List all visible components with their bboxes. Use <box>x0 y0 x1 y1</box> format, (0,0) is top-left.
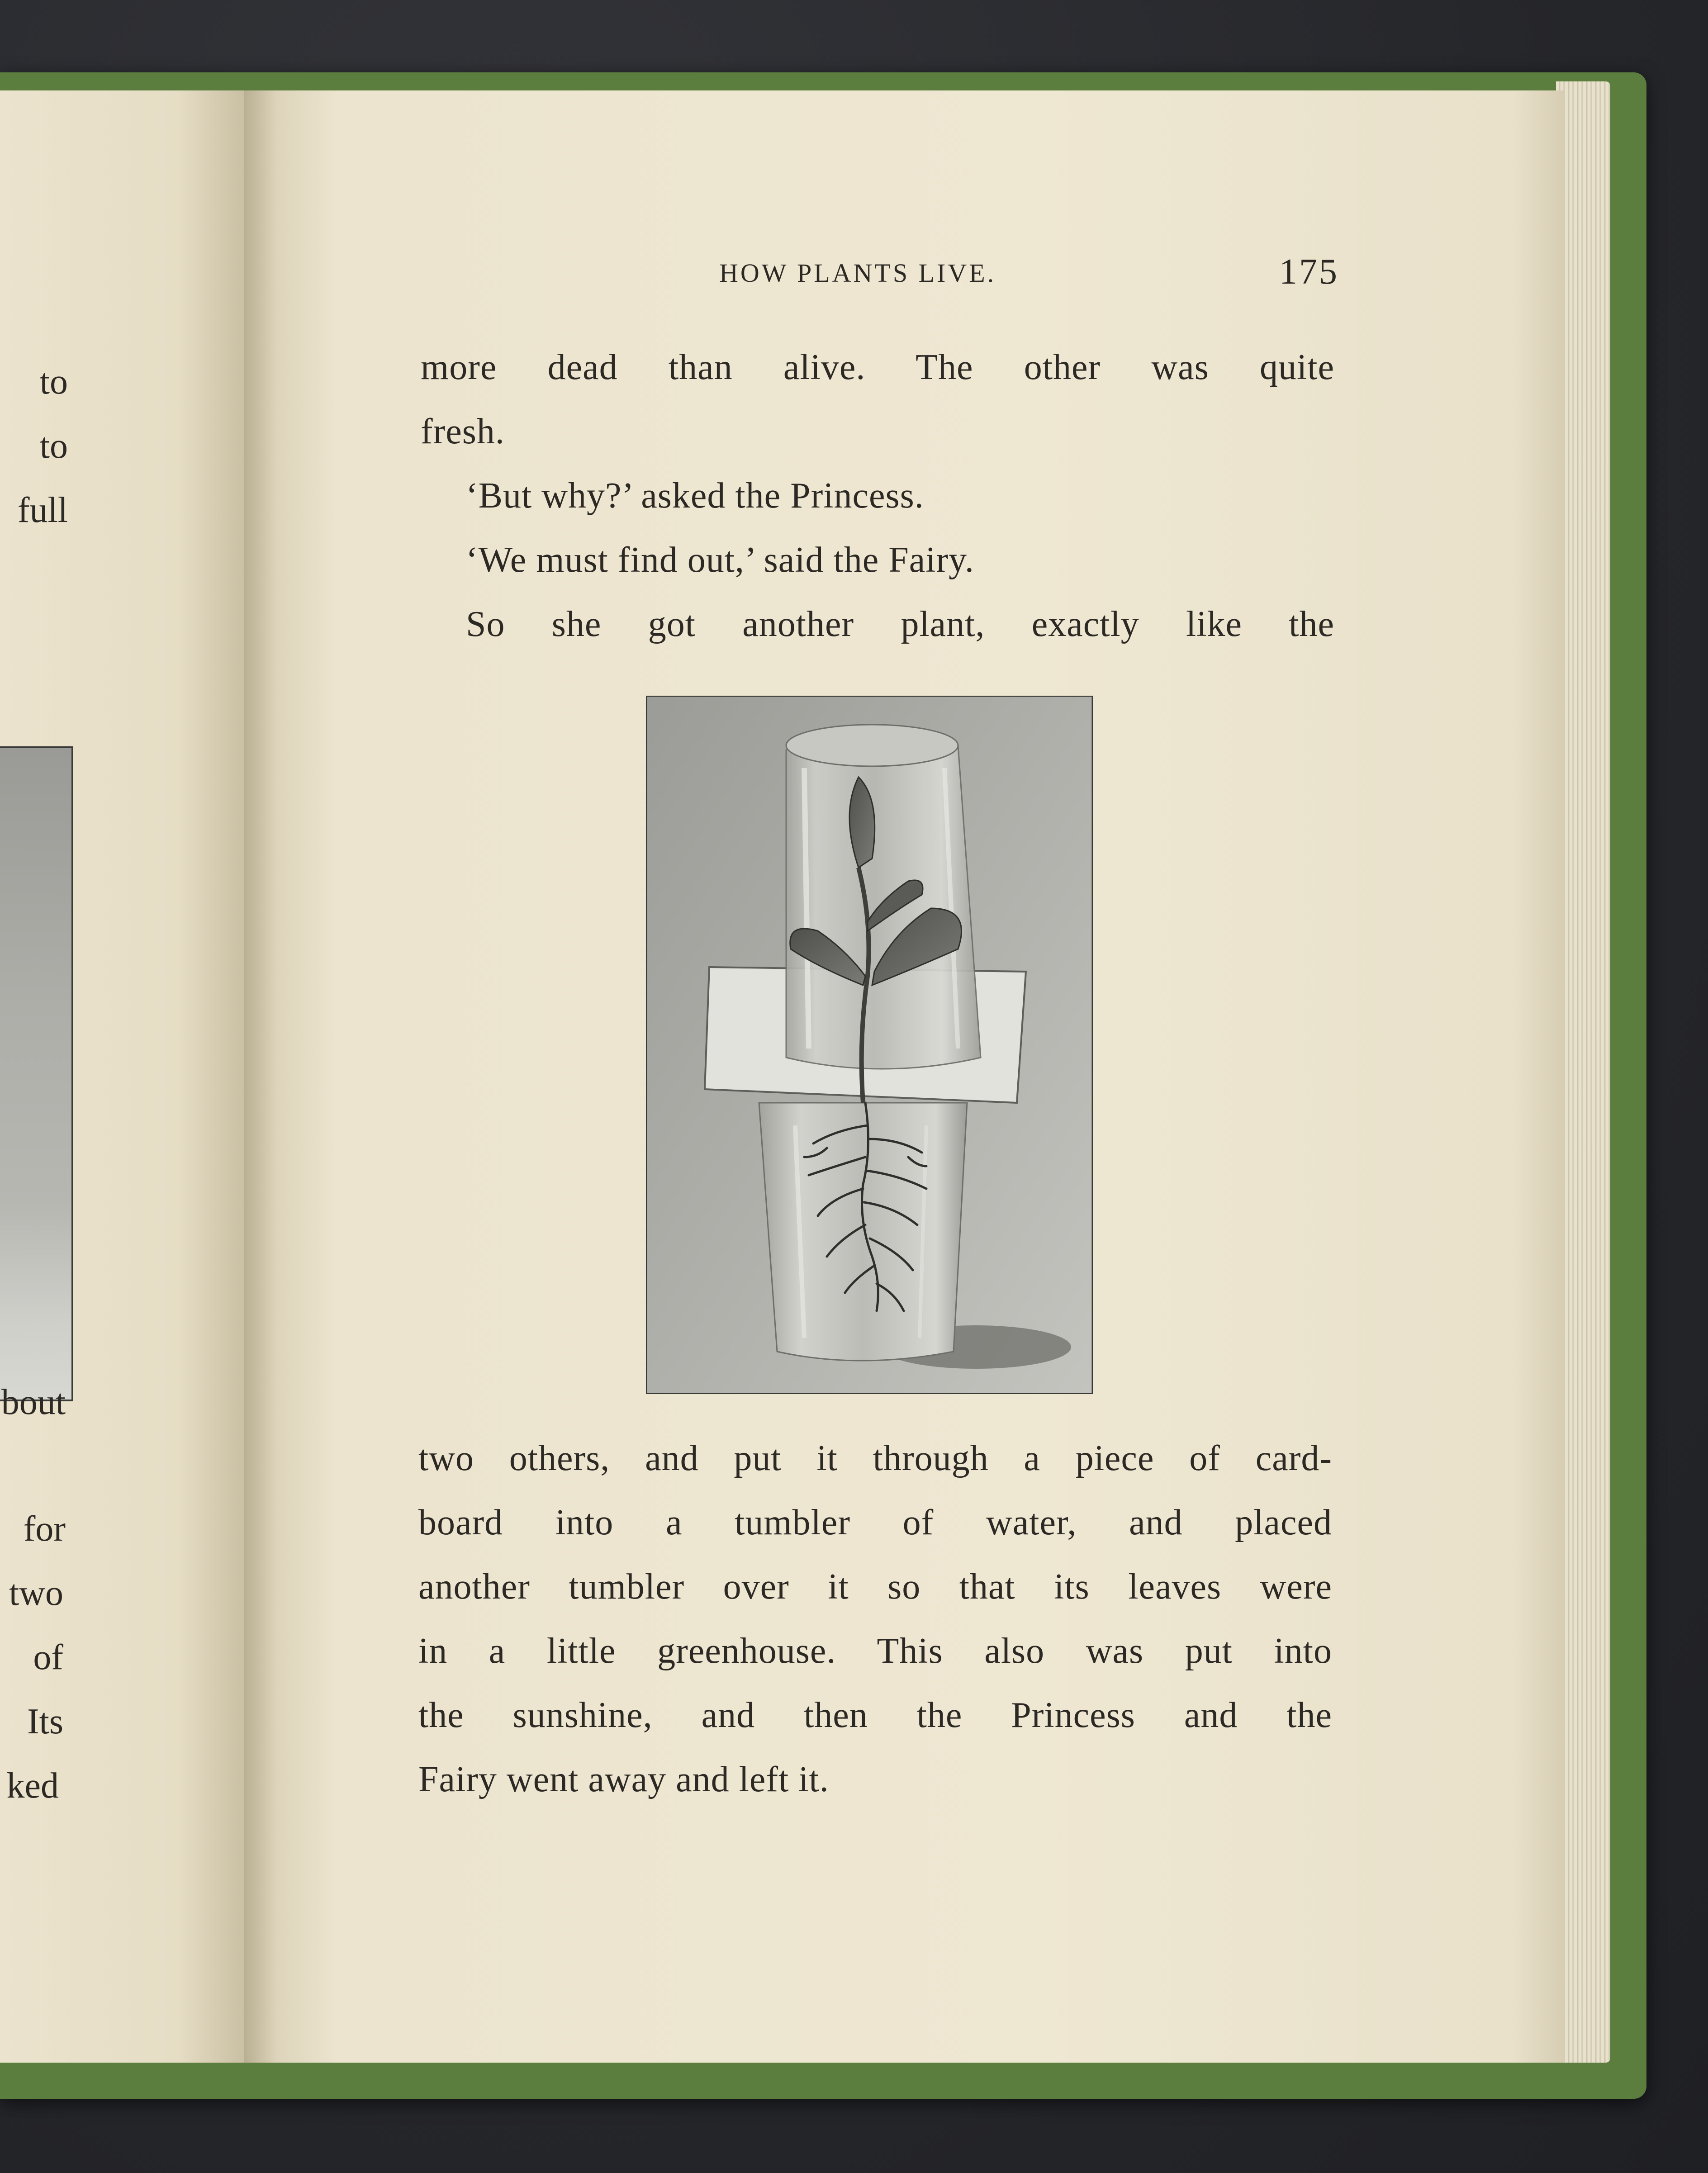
left-text-fragment: to <box>39 426 68 466</box>
text-line: another tumbler over it so that its leaves were <box>418 1567 1332 1607</box>
running-head: HOW PLANTS LIVE. <box>719 258 996 288</box>
text-line: fresh. <box>421 412 505 451</box>
left-text-fragment: ked <box>6 1766 59 1806</box>
left-text-fragment: two <box>9 1573 63 1613</box>
bottom-tumbler <box>759 1103 967 1361</box>
text-line: Fairy went away and left it. <box>418 1760 829 1799</box>
text-line: ‘But why?’ asked the Princess. <box>466 476 924 516</box>
left-text-fragment: bout <box>1 1384 66 1420</box>
text-line: ‘We must find out,’ said the Fairy. <box>466 540 974 580</box>
left-text-fragment: of <box>33 1637 63 1677</box>
text-line: two others, and put it through a piece of card- <box>418 1438 1332 1478</box>
page-number: 175 <box>1279 252 1339 292</box>
left-text-fragment: to <box>39 362 68 402</box>
text-line: in a little greenhouse. This also was put into <box>418 1631 1332 1671</box>
tumbler-rim <box>786 725 958 766</box>
left-text-fragment: for <box>23 1509 66 1549</box>
left-text-fragment: Its <box>27 1702 63 1741</box>
text-line: the sunshine, and then the Princess and the <box>418 1695 1332 1735</box>
plant-in-tumblers-illustration <box>646 696 1093 1394</box>
left-page-illustration <box>0 746 73 1401</box>
left-text-fragment: full <box>17 490 68 530</box>
text-line: board into a tumbler of water, and placed <box>418 1503 1332 1542</box>
text-line: more dead than alive. The other was quite <box>421 347 1334 387</box>
text-line: So she got another plant, exactly like the <box>466 604 1334 644</box>
left-page <box>0 90 253 2063</box>
